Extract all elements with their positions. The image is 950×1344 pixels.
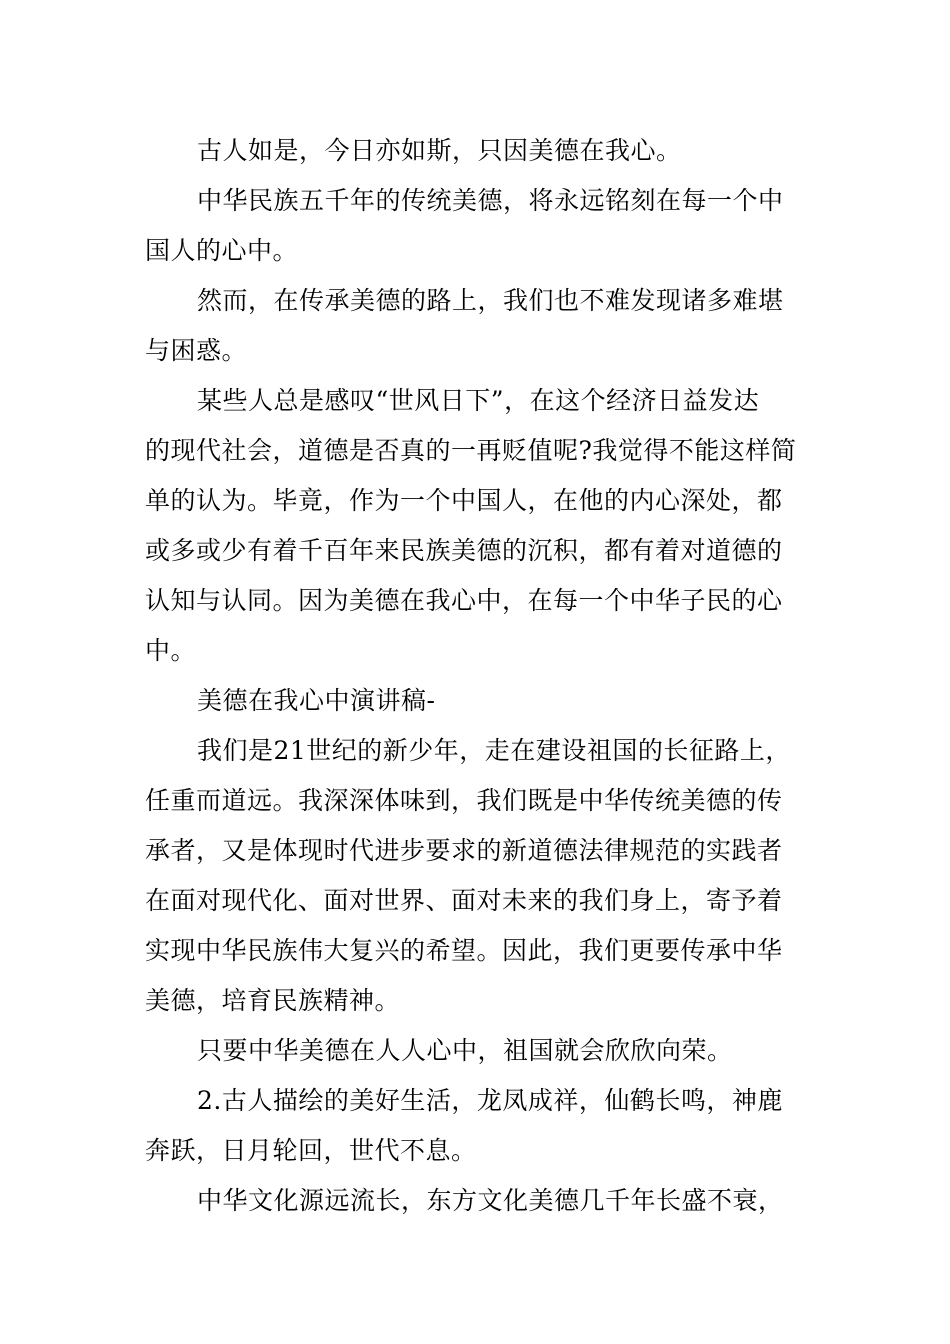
text-line: 认知与认同。因为美德在我心中，在每一个中华子民的心	[145, 586, 783, 615]
text-line: 单的认为。毕竟，作为一个中国人，在他的内心深处，都	[145, 486, 783, 515]
text-line: 在面对现代化、面对世界、面对未来的我们身上，寄予着	[145, 886, 783, 915]
text-line: 或多或少有着千百年来民族美德的沉积，都有着对道德的	[145, 536, 783, 565]
text-line: 然而，在传承美德的路上，我们也不难发现诸多难堪	[197, 286, 784, 315]
text-line: 任重而道远。我深深体味到，我们既是中华传统美德的传	[145, 786, 783, 815]
text-line: 我们是21世纪的新少年，走在建设祖国的长征路上，	[197, 736, 791, 765]
text-line: 奔跃，日月轮回，世代不息。	[145, 1136, 477, 1165]
text-line: 与困惑。	[145, 336, 248, 365]
text-line: 中。	[145, 636, 197, 665]
text-line: 的现代社会，道德是否真的一再贬值呢?我觉得不能这样简	[145, 436, 797, 465]
text-line: 中华文化源远流长，东方文化美德几千年长盛不衰，	[197, 1186, 784, 1215]
text-line: 某些人总是感叹“世风日下”，在这个经济日益发达	[197, 386, 760, 415]
text-line: 实现中华民族伟大复兴的希望。因此，我们更要传承中华	[145, 936, 783, 965]
text-line: 2.古人描绘的美好生活，龙凤成祥，仙鹤长鸣，神鹿	[197, 1086, 783, 1115]
text-line: 中华民族五千年的传统美德，将永远铭刻在每一个中	[197, 186, 784, 215]
text-line: 美德，培育民族精神。	[145, 986, 401, 1015]
text-line: 古人如是，今日亦如斯，只因美德在我心。	[197, 136, 682, 165]
section-heading: 美德在我心中演讲稿-	[197, 686, 436, 715]
text-line: 国人的心中。	[145, 236, 299, 265]
text-line: 承者，又是体现时代进步要求的新道德法律规范的实践者	[145, 836, 783, 865]
text-line: 只要中华美德在人人心中，祖国就会欣欣向荣。	[197, 1036, 733, 1065]
